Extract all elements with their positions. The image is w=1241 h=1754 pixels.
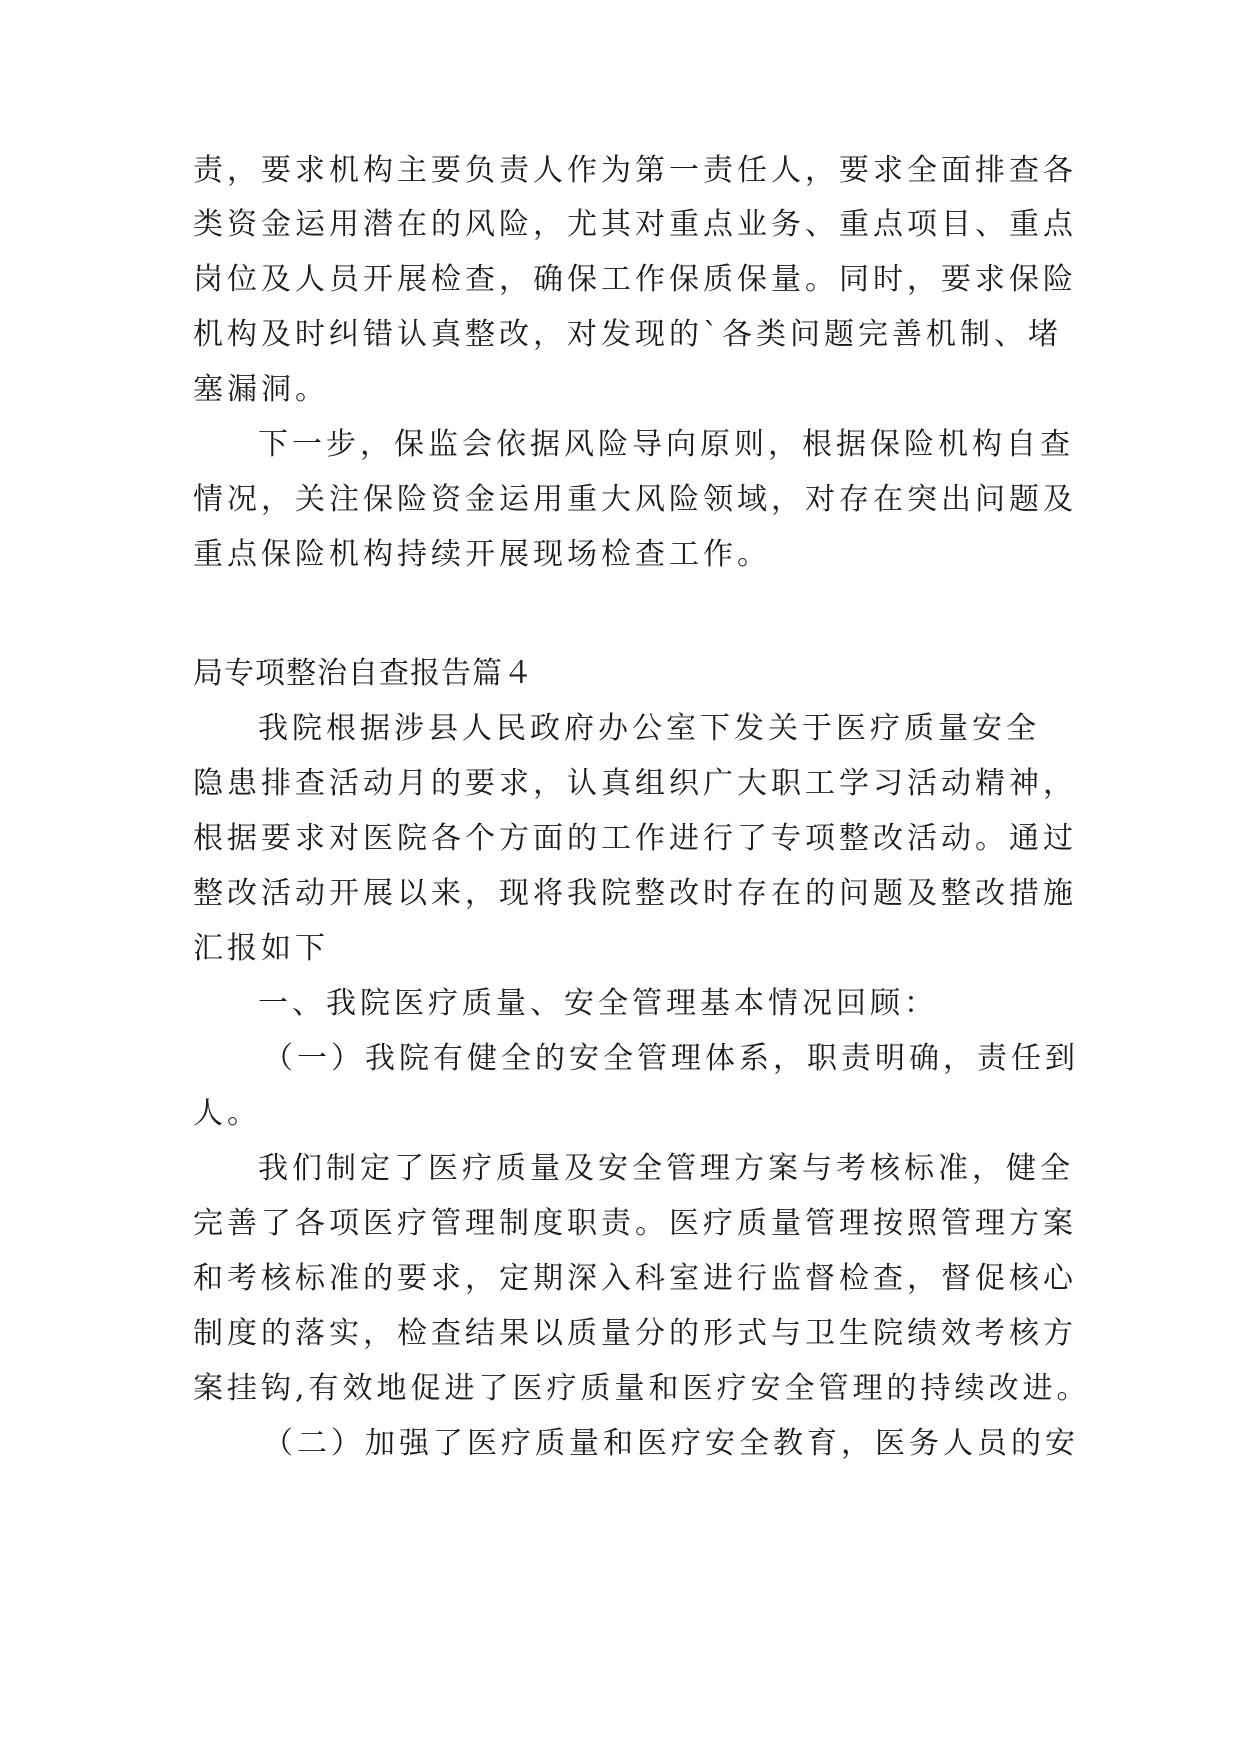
text-line: 情况，关注保险资金运用重大风险领域，对存在突出问题及 [193, 482, 1077, 517]
text-line: 机构及时纠错认真整改，对发现的`各类问题完善机制、堵 [193, 317, 1062, 352]
text-line: 整改活动开展以来，现将我院整改时存在的问题及整改措施 [193, 876, 1077, 911]
text-line: 塞漏洞。 [193, 372, 329, 407]
text-line: （二）加强了医疗质量和医疗安全教育，医务人员的安 [263, 1426, 1079, 1461]
text-line: 下一步，保监会依据风险导向原则，根据保险机构自查 [258, 427, 1074, 462]
section-heading: 局专项整治自查报告篇４ [193, 656, 534, 691]
text-line: 人。 [193, 1096, 261, 1131]
text-line: 完善了各项医疗管理制度职责。医疗质量管理按照管理方案 [193, 1206, 1077, 1241]
text-line: （一）我院有健全的安全管理体系，职责明确，责任到 [263, 1041, 1079, 1076]
text-line: 岗位及人员开展检查，确保工作保质保量。同时，要求保险 [193, 262, 1077, 297]
text-line: 隐患排查活动月的要求，认真组织广大职工学习活动精神， [193, 766, 1077, 801]
text-line: 案挂钩,有效地促进了医疗质量和医疗安全管理的持续改进。 [193, 1371, 1091, 1406]
text-line: 制度的落实，检查结果以质量分的形式与卫生院绩效考核方 [193, 1316, 1077, 1351]
text-line: 我院根据涉县人民政府办公室下发关于医疗质量安全 [258, 711, 1040, 746]
text-line: 责，要求机构主要负责人作为第一责任人，要求全面排查各 [193, 153, 1077, 188]
text-line: 汇报如下 [193, 931, 329, 966]
text-line: 根据要求对医院各个方面的工作进行了专项整改活动。通过 [193, 821, 1077, 856]
text-line: 和考核标准的要求，定期深入科室进行监督检查，督促核心 [193, 1261, 1077, 1296]
text-line: 重点保险机构持续开展现场检查工作。 [193, 537, 771, 572]
text-line: 我们制定了医疗质量及安全管理方案与考核标准，健全 [258, 1151, 1074, 1186]
text-line: 类资金运用潜在的风险，尤其对重点业务、重点项目、重点 [193, 207, 1077, 242]
text-line: 一、我院医疗质量、安全管理基本情况回顾： [258, 986, 938, 1021]
